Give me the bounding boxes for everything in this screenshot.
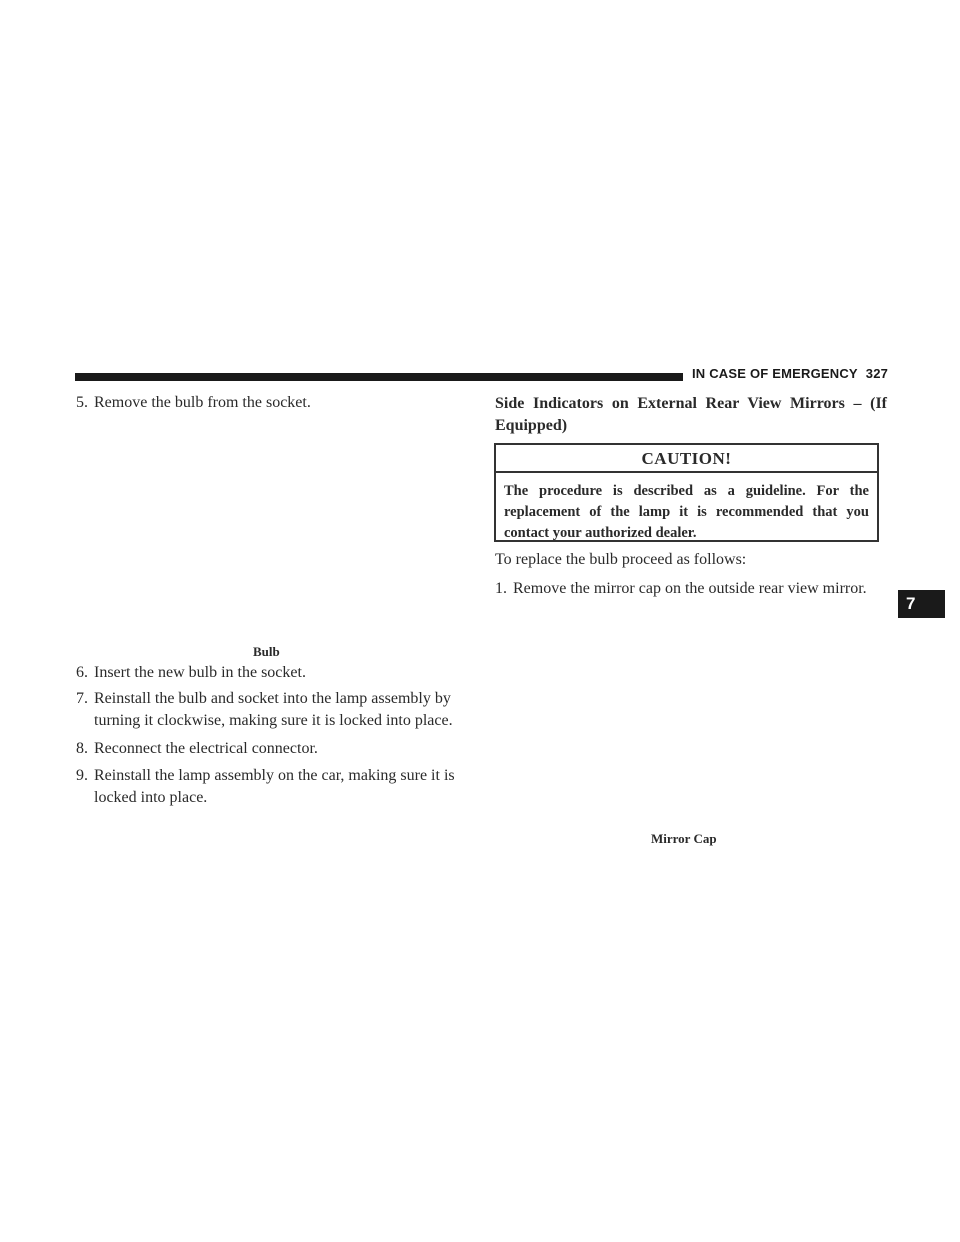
- step-6: [76, 662, 461, 684]
- step-number: 8.: [76, 740, 88, 757]
- section-heading: Side Indicators on External Rear View Mirrors – (If Equipped): [495, 395, 887, 434]
- caution-title: CAUTION!: [496, 445, 877, 473]
- caution-box: [494, 443, 879, 542]
- step-number: 5.: [76, 394, 88, 411]
- step-1: [495, 578, 890, 600]
- step-text: Insert the new bulb in the socket.: [94, 664, 306, 681]
- step-7: [76, 688, 462, 732]
- page-number: 327: [865, 366, 889, 381]
- header-rule: [75, 373, 683, 381]
- step-number: 7.: [76, 690, 88, 707]
- section-title: IN CASE OF EMERGENCY: [692, 366, 858, 381]
- chapter-tab: [898, 590, 945, 618]
- step-number: 1.: [495, 580, 507, 597]
- figure-caption-bulb: Bulb: [253, 644, 280, 659]
- intro-text: To replace the bulb proceed as follows:: [495, 551, 747, 568]
- step-9: [76, 765, 462, 809]
- step-5: [76, 392, 461, 414]
- caution-body: The procedure is described as a guideline. For the replacement of the lamp it is recommended that you contact your authorized dealer.: [504, 483, 869, 541]
- step-text: Reinstall the lamp assembly on the car, making sure it is locked into place.: [94, 767, 455, 806]
- step-number: 6.: [76, 664, 88, 681]
- step-text: Reconnect the electrical connector.: [94, 740, 318, 757]
- step-text: Remove the mirror cap on the outside rear view mirror.: [513, 580, 867, 597]
- chapter-number: 7: [906, 594, 916, 613]
- page-header: [692, 366, 887, 381]
- step-number: 9.: [76, 767, 88, 784]
- step-text: Remove the bulb from the socket.: [94, 394, 311, 411]
- figure-caption-mirror-cap: Mirror Cap: [651, 831, 717, 846]
- step-text: Reinstall the bulb and socket into the lamp assembly by turning it clockwise, making sure it is locked into place.: [94, 690, 453, 729]
- step-8: [76, 738, 461, 760]
